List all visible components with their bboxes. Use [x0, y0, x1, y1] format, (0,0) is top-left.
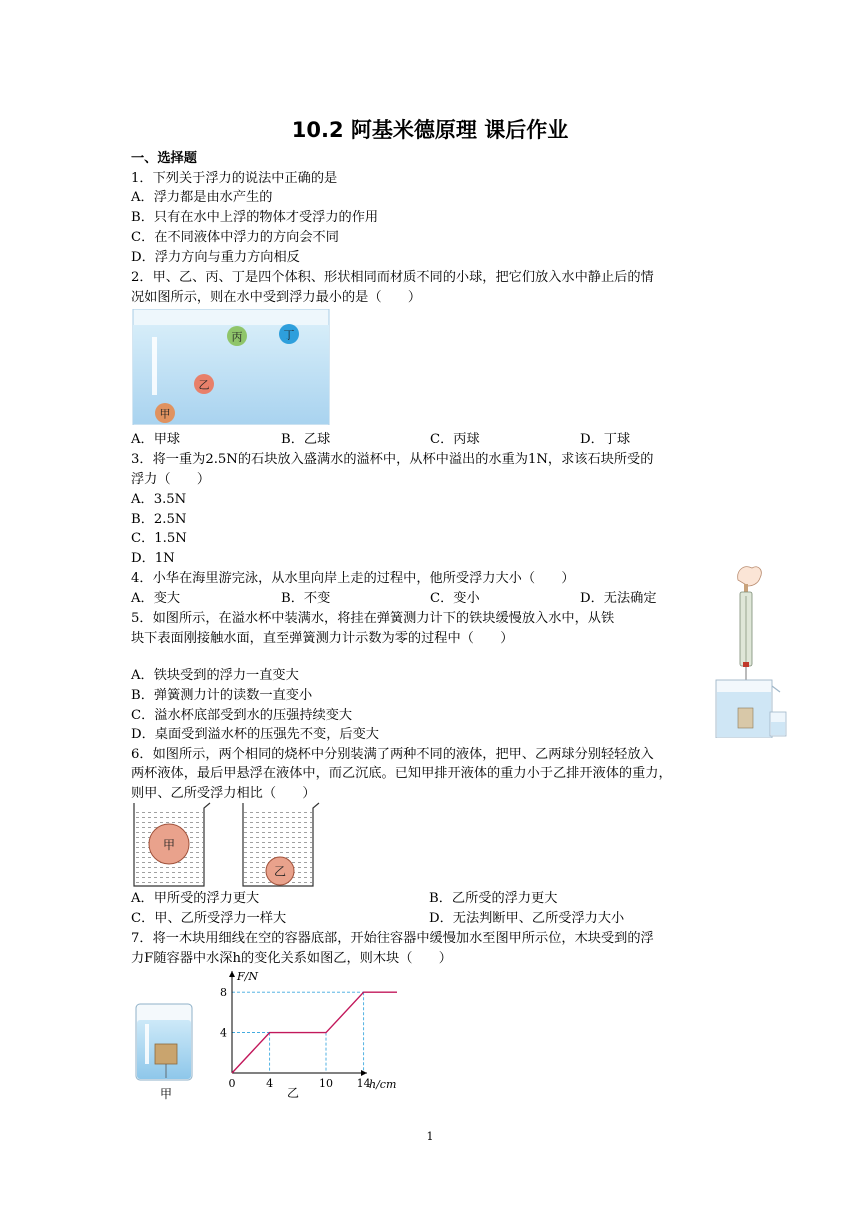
q6-option-a: A．甲所受的浮力更大	[131, 891, 260, 906]
spout	[772, 686, 780, 692]
chart-series	[232, 992, 397, 1073]
q5-option-c: C．溢水杯底部受到水的压强持续变大	[131, 708, 353, 723]
y-axis-label: F/N	[237, 970, 258, 983]
y-tick-label-1: 8	[220, 986, 227, 1000]
q2-option-d: D．丁球	[580, 432, 631, 447]
q4-option-d: D．无法确定	[580, 591, 657, 606]
q6-stem-line2: 两杯液体，最后甲悬浮在液体中，而乙沉底。已知甲排开液体的重力小于乙排开液体的重力，	[131, 766, 672, 781]
x-axis-arrow	[361, 1070, 367, 1076]
q5-figure-spring-scale	[708, 562, 792, 738]
q6-option-c: C．甲、乙所受浮力一样大	[131, 911, 287, 926]
q6-stem-line1: 6．如图所示，两个相同的烧杯中分别装满了两种不同的液体，把甲、乙两球分别轻轻放入	[131, 747, 654, 762]
q1-option-d: D．浮力方向与重力方向相反	[131, 250, 300, 265]
x-axis-label: h/cm	[369, 1078, 397, 1091]
y-axis-arrow	[229, 971, 235, 977]
q5-option-d: D．桌面受到溢水杯的压强先不变，后变大	[131, 727, 379, 742]
page-title: 10.2 阿基米德原理 课后作业	[291, 118, 569, 142]
q5-option-b: B．弹簧测力计的读数一直变小	[131, 688, 313, 703]
y-tick-label-0: 4	[220, 1026, 227, 1040]
q2-figure-water-tank	[132, 309, 330, 425]
wood-block	[155, 1044, 177, 1064]
q6-option-b: B．乙所受的浮力更大	[429, 891, 558, 906]
label-yi: 乙	[198, 378, 210, 392]
label-jia: 甲	[159, 407, 171, 421]
q3-option-d: D．1N	[131, 551, 175, 566]
q3-option-b: B．2.5N	[131, 512, 187, 527]
label-yi-q6: 乙	[273, 864, 287, 879]
q6-stem-line3: 则甲、乙所受浮力相比（ ）	[131, 786, 316, 801]
label-bing: 丙	[231, 330, 243, 344]
label-ding: 丁	[283, 328, 295, 342]
q7-figure-yi-chart	[212, 965, 397, 1102]
q6-option-d: D．无法判断甲、乙所受浮力大小	[429, 911, 625, 926]
label-jia-q6: 甲	[162, 838, 176, 852]
x-tick-label-0: 0	[228, 1077, 236, 1090]
q4-stem: 4．小华在海里游完泳，从水里向岸上走的过程中，他所受浮力大小（ ）	[131, 571, 575, 586]
x-tick-label-2: 10	[319, 1077, 333, 1090]
q5-stem-line2: 块下表面刚接触水面，直至弹簧测力计示数为零的过程中（ ）	[131, 631, 514, 646]
small-beaker-water	[771, 722, 785, 735]
q2-stem-line1: 2．甲、乙、丙、丁是四个体积、形状相同而材质不同的小球，把它们放入水中静止后的情	[131, 270, 654, 285]
q4-option-a: A．变大	[131, 591, 181, 606]
scale-pointer	[743, 662, 749, 667]
q3-option-c: C．1.5N	[131, 531, 187, 546]
q1-stem: 1．下列关于浮力的说法中正确的是	[131, 171, 338, 186]
page-number: 1	[426, 1130, 434, 1143]
q4-option-c: C．变小	[430, 591, 480, 606]
q6-figure-beakers	[130, 800, 330, 888]
q2-option-b: B．乙球	[281, 432, 331, 447]
q4-option-b: B．不变	[281, 591, 331, 606]
q2-option-a: A．甲球	[131, 432, 181, 447]
container-highlight	[145, 1024, 149, 1064]
iron-block	[738, 708, 753, 728]
q1-option-b: B．只有在水中上浮的物体才受浮力的作用	[131, 210, 379, 225]
q2-stem-line2: 况如图所示，则在水中受到浮力最小的是（ ）	[131, 290, 422, 305]
caption-yi: 乙	[286, 1086, 300, 1100]
q5-option-a: A．铁块受到的浮力一直变大	[131, 668, 299, 683]
q3-stem-line2: 浮力（ ）	[131, 472, 211, 487]
q7-figure-jia-container	[133, 1002, 203, 1102]
q7-stem-line2: 力F随容器中水深h的变化关系如图乙，则木块（ ）	[131, 951, 452, 966]
x-tick-label-3: 14	[356, 1077, 371, 1090]
caption-jia: 甲	[159, 1087, 173, 1101]
q1-option-c: C．在不同液体中浮力的方向会不同	[131, 230, 339, 245]
glass-highlight	[152, 337, 157, 395]
q1-option-a: A．浮力都是由水产生的	[131, 190, 273, 205]
q3-stem-line1: 3．将一重为2.5N的石块放入盛满水的溢杯中，从杯中溢出的水重为1N，求该石块所受的	[131, 452, 654, 467]
x-tick-label-1: 4	[266, 1077, 274, 1090]
q2-option-c: C．丙球	[430, 432, 480, 447]
series-line	[232, 992, 397, 1073]
q7-stem-line1: 7．将一木块用细线在空的容器底部，开始往容器中缓慢加水至图甲所示位，木块受到的浮	[131, 931, 654, 946]
q5-stem-line1: 5．如图所示，在溢水杯中装满水，将挂在弹簧测力计下的铁块缓慢放入水中，从铁	[131, 611, 615, 626]
section-heading: 一、选择题	[131, 151, 197, 166]
q3-option-a: A．3.5N	[131, 492, 187, 507]
hook-top	[744, 584, 748, 592]
hand-icon	[738, 567, 762, 586]
chart-axes	[229, 971, 367, 1076]
